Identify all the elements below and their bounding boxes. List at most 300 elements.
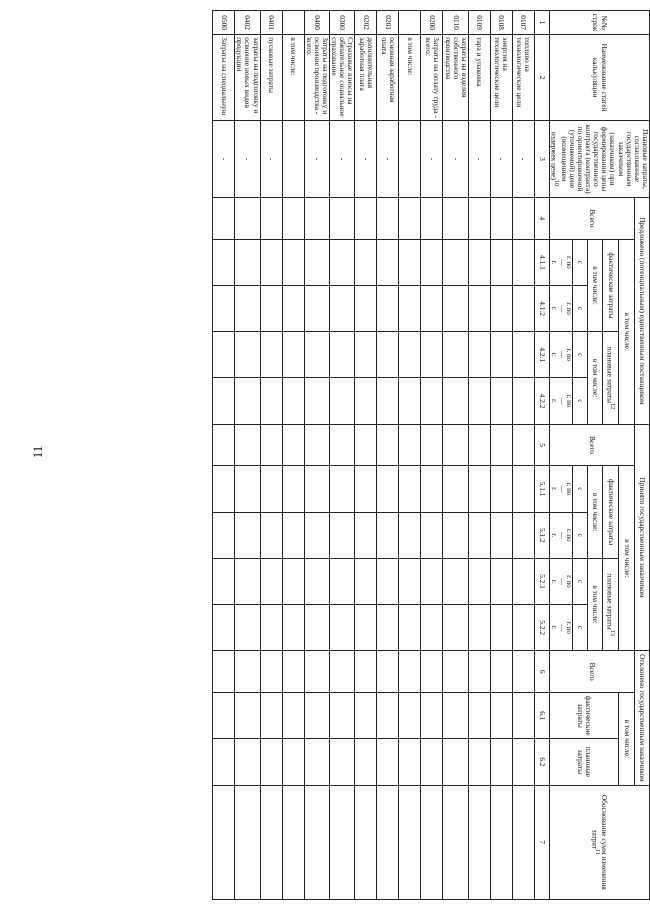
row-cell	[421, 693, 443, 739]
row-cell	[304, 605, 329, 651]
row-cell	[282, 332, 304, 378]
row-cell	[443, 605, 468, 651]
row-cell	[399, 693, 421, 739]
row-cell	[468, 739, 490, 785]
row-cell	[213, 693, 235, 739]
table-row	[421, 11, 443, 900]
row-cell	[468, 651, 490, 693]
row-cell	[421, 739, 443, 785]
table-row	[235, 11, 260, 900]
row-cell	[443, 558, 468, 604]
header-justification: Обоснование сумм изменения затрат$^{11}$	[549, 785, 649, 900]
row-cell	[512, 332, 534, 378]
row-cell	[260, 239, 282, 285]
row-cell	[443, 285, 468, 331]
row-cell	[330, 197, 355, 239]
period-range: г. по — г.	[549, 466, 572, 512]
row-cell	[512, 424, 534, 466]
row-cell	[443, 739, 468, 785]
row-name: Затраты на специальную	[213, 35, 235, 121]
period-range: г. по — г.	[549, 558, 572, 604]
column-number: 4.1.1	[534, 239, 549, 285]
row-cell	[512, 558, 534, 604]
row-cell	[490, 332, 512, 378]
period-start: с	[573, 512, 588, 558]
row-cell	[421, 785, 443, 900]
row-code: 0400	[304, 11, 329, 35]
period-range: г. по — г.	[549, 239, 572, 285]
row-cell	[399, 651, 421, 693]
header-rejected: Отклонено государственным заказчиком	[635, 651, 650, 785]
row-cell	[304, 693, 329, 739]
row-cell	[512, 651, 534, 693]
row-name: Затраты на оплату труда - всего:	[421, 35, 443, 121]
row-cell	[282, 285, 304, 331]
row-cell	[468, 239, 490, 285]
row-cell	[260, 512, 282, 558]
period-start: с	[573, 466, 588, 512]
row-cell	[421, 605, 443, 651]
row-cell	[468, 785, 490, 900]
row-cell	[443, 466, 468, 512]
header-total-6: Всего	[549, 651, 634, 693]
row-cell	[490, 197, 512, 239]
row-cell	[512, 605, 534, 651]
row-cell	[260, 693, 282, 739]
row-cell	[421, 285, 443, 331]
table-row	[282, 11, 304, 900]
table-row	[490, 11, 512, 900]
header-proposed: Предложено (потенциальным) единственным поставщиком	[635, 197, 650, 424]
row-cell	[304, 332, 329, 378]
row-cell	[330, 651, 355, 693]
row-cell	[260, 332, 282, 378]
cost-table-container	[219, 10, 650, 900]
column-number: 4.2.1	[534, 332, 549, 378]
row-cell	[213, 739, 235, 785]
page-number: 11	[30, 445, 45, 459]
row-cell	[421, 558, 443, 604]
row-cell	[468, 512, 490, 558]
row-cell	[355, 739, 377, 785]
row-cell	[443, 651, 468, 693]
row-cell	[377, 197, 399, 239]
row-cell	[235, 466, 260, 512]
row-cell	[213, 605, 235, 651]
row-cell	[490, 378, 512, 424]
row-cell	[282, 424, 304, 466]
header-including-plan-4: в том числе:	[588, 332, 603, 424]
row-code: 0201	[377, 11, 399, 35]
row-cell	[421, 424, 443, 466]
row-cell	[490, 693, 512, 739]
row-cell	[235, 197, 260, 239]
row-cell	[213, 466, 235, 512]
row-cell	[490, 651, 512, 693]
row-cell	[512, 785, 534, 900]
row-code: 0300	[330, 11, 355, 35]
row-cell	[213, 332, 235, 378]
row-name: дополнительная заработная плата	[355, 35, 377, 121]
row-cell	[377, 693, 399, 739]
row-cell	[213, 285, 235, 331]
column-number: 5.2.1	[534, 558, 549, 604]
row-cell	[330, 332, 355, 378]
row-cell	[304, 424, 329, 466]
row-cell	[235, 332, 260, 378]
table-body	[213, 11, 535, 900]
row-cell	[260, 424, 282, 466]
row-code: 0110	[443, 11, 468, 35]
row-cell	[468, 378, 490, 424]
table-row	[468, 11, 490, 900]
row-cell	[282, 785, 304, 900]
period-range: г. по — г.	[549, 378, 572, 424]
row-cell	[490, 285, 512, 331]
table-row	[377, 11, 399, 900]
row-name: тара и упаковка	[468, 35, 490, 121]
row-cell	[213, 197, 235, 239]
row-code: 0500	[213, 11, 235, 35]
row-cell	[377, 512, 399, 558]
table-row	[399, 11, 421, 900]
row-planned-value	[399, 120, 421, 197]
period-start: с	[573, 605, 588, 651]
row-code: 0402	[235, 11, 260, 35]
header-planned-costs: Плановые затраты, согласованные государственным заказчиком (заказчиком) при формировании цены государственного контракта (контракта) по ориентировочной (уточняемой) цене (возмещением издержек цене)$^{10}$	[549, 120, 649, 197]
row-cell	[355, 693, 377, 739]
column-number: 6	[534, 651, 549, 693]
table-row	[443, 11, 468, 900]
header-including-plan-5: в том числе:	[588, 558, 603, 650]
row-cell	[330, 424, 355, 466]
row-cell	[235, 785, 260, 900]
row-cell	[235, 605, 260, 651]
row-cell	[399, 785, 421, 900]
header-including-5: в том числе:	[619, 466, 635, 651]
row-cell	[468, 693, 490, 739]
row-cell	[468, 197, 490, 239]
row-cell	[377, 651, 399, 693]
row-cell	[443, 378, 468, 424]
header-including-6: в том числе:	[619, 693, 635, 785]
row-cell	[377, 424, 399, 466]
row-code: 0109	[468, 11, 490, 35]
row-name: в том числе:	[282, 35, 304, 121]
row-cell	[443, 512, 468, 558]
row-cell	[468, 466, 490, 512]
row-cell	[260, 558, 282, 604]
row-cell	[304, 239, 329, 285]
column-numbering-row	[534, 11, 549, 900]
row-cell	[355, 512, 377, 558]
row-cell	[512, 285, 534, 331]
row-planned-value: -	[260, 120, 282, 197]
header-fact-5: фактические затраты	[603, 466, 619, 558]
row-cell	[468, 424, 490, 466]
row-cell	[282, 197, 304, 239]
header-including-fact-5: в том числе:	[588, 466, 603, 558]
row-cell	[304, 466, 329, 512]
row-cell	[399, 512, 421, 558]
row-cell	[235, 651, 260, 693]
row-code: 0200	[421, 11, 443, 35]
row-cell	[421, 651, 443, 693]
row-cell	[260, 605, 282, 651]
row-cell	[330, 466, 355, 512]
row-cell	[512, 197, 534, 239]
column-number: 7	[534, 785, 549, 900]
row-cell	[235, 285, 260, 331]
period-start: с	[573, 558, 588, 604]
period-start: с	[573, 332, 588, 378]
row-cell	[490, 785, 512, 900]
header-plan-4: плановые затраты$^{12}$	[603, 332, 619, 424]
row-cell	[260, 651, 282, 693]
header-accepted: Принято государственным заказчиком	[635, 424, 650, 651]
row-cell	[443, 693, 468, 739]
row-cell	[512, 512, 534, 558]
row-name: затраты на изделия собственного производства	[443, 35, 468, 121]
column-number: 5.1.2	[534, 512, 549, 558]
row-cell	[235, 558, 260, 604]
row-planned-value	[282, 120, 304, 197]
header-plan-5: плановые затраты$^{13}$	[603, 558, 619, 650]
row-cell	[443, 332, 468, 378]
row-cell	[399, 605, 421, 651]
row-cell	[304, 739, 329, 785]
row-cell	[421, 332, 443, 378]
column-number: 3	[534, 120, 549, 197]
header-item-name: Наименование статей калькуляции	[549, 35, 649, 121]
row-cell	[421, 512, 443, 558]
row-cell	[282, 651, 304, 693]
row-name: Страховые взносы на обязательное социальное страхование	[330, 35, 355, 121]
row-cell	[282, 239, 304, 285]
row-code	[282, 11, 304, 35]
row-cell	[304, 285, 329, 331]
period-range: г. по — г.	[549, 512, 572, 558]
row-name: Затраты на подготовку и освоение производства - всего:	[304, 35, 329, 121]
row-name: в том числе:	[399, 35, 421, 121]
row-cell	[512, 739, 534, 785]
header-row-number: №№ строк	[549, 11, 649, 35]
column-number: 6.1	[534, 693, 549, 739]
row-name: основная заработная плата	[377, 35, 399, 121]
row-cell	[443, 424, 468, 466]
row-cell	[260, 197, 282, 239]
row-cell	[512, 693, 534, 739]
row-cell	[260, 285, 282, 331]
row-cell	[213, 378, 235, 424]
row-cell	[512, 378, 534, 424]
row-cell	[443, 785, 468, 900]
row-cell	[304, 651, 329, 693]
row-cell	[235, 512, 260, 558]
row-cell	[443, 197, 468, 239]
row-cell	[490, 739, 512, 785]
period-range: г. по — г.	[549, 332, 572, 378]
row-cell	[490, 239, 512, 285]
row-cell	[355, 197, 377, 239]
table-row	[355, 11, 377, 900]
row-planned-value: -	[355, 120, 377, 197]
row-cell	[377, 605, 399, 651]
row-cell	[399, 332, 421, 378]
row-planned-value: -	[235, 120, 260, 197]
row-cell	[282, 466, 304, 512]
row-cell	[355, 332, 377, 378]
header-total-5: Всего	[549, 424, 634, 466]
row-cell	[377, 466, 399, 512]
row-cell	[213, 785, 235, 900]
table-row	[304, 11, 329, 900]
row-cell	[235, 239, 260, 285]
row-code: 0401	[260, 11, 282, 35]
header-total-4: Всего	[549, 197, 634, 239]
column-number: 1	[534, 11, 549, 35]
row-cell	[421, 239, 443, 285]
row-cell	[304, 378, 329, 424]
row-planned-value: -	[468, 120, 490, 197]
row-cell	[355, 378, 377, 424]
row-cell	[377, 332, 399, 378]
header-fact-6: фактические затраты	[549, 693, 618, 739]
column-number: 4.2.2	[534, 378, 549, 424]
row-cell	[468, 332, 490, 378]
row-cell	[330, 285, 355, 331]
period-start: с	[573, 378, 588, 424]
row-planned-value: -	[443, 120, 468, 197]
row-cell	[468, 558, 490, 604]
row-cell	[490, 605, 512, 651]
table-row	[512, 11, 534, 900]
row-code: 0107	[512, 11, 534, 35]
row-cell	[399, 285, 421, 331]
row-cell	[421, 466, 443, 512]
row-cell	[330, 739, 355, 785]
header-including-fact-4: в том числе:	[588, 239, 603, 331]
row-cell	[260, 378, 282, 424]
row-cell	[399, 197, 421, 239]
row-cell	[235, 693, 260, 739]
row-cell	[304, 785, 329, 900]
row-name: топливо на технологические цели	[512, 35, 534, 121]
table-row	[330, 11, 355, 900]
row-cell	[282, 512, 304, 558]
row-cell	[213, 424, 235, 466]
period-start: с	[573, 285, 588, 331]
row-planned-value: -	[512, 120, 534, 197]
row-cell	[282, 558, 304, 604]
row-cell	[282, 605, 304, 651]
row-cell	[330, 605, 355, 651]
row-cell	[355, 285, 377, 331]
row-cell	[235, 378, 260, 424]
row-cell	[512, 466, 534, 512]
column-number: 5.1.1	[534, 466, 549, 512]
row-cell	[330, 558, 355, 604]
row-code	[399, 11, 421, 35]
row-cell	[260, 785, 282, 900]
row-cell	[399, 558, 421, 604]
cost-calculation-table	[212, 10, 650, 900]
row-cell	[490, 466, 512, 512]
row-name: энергия на технологические цели	[490, 35, 512, 121]
row-cell	[330, 378, 355, 424]
row-cell	[304, 558, 329, 604]
row-code: 0108	[490, 11, 512, 35]
row-cell	[260, 466, 282, 512]
row-cell	[330, 785, 355, 900]
column-number: 6.2	[534, 739, 549, 785]
row-cell	[490, 512, 512, 558]
row-cell	[304, 512, 329, 558]
row-cell	[282, 739, 304, 785]
row-cell	[512, 239, 534, 285]
row-cell	[468, 285, 490, 331]
row-cell	[355, 785, 377, 900]
row-planned-value: -	[330, 120, 355, 197]
row-cell	[421, 197, 443, 239]
row-cell	[377, 785, 399, 900]
row-planned-value: -	[490, 120, 512, 197]
row-cell	[213, 239, 235, 285]
row-cell	[399, 739, 421, 785]
row-planned-value: -	[377, 120, 399, 197]
row-cell	[235, 739, 260, 785]
row-cell	[399, 466, 421, 512]
row-cell	[399, 424, 421, 466]
column-number: 4	[534, 197, 549, 239]
row-cell	[213, 651, 235, 693]
row-cell	[260, 739, 282, 785]
row-cell	[355, 558, 377, 604]
row-cell	[235, 424, 260, 466]
header-fact-4: фактические затраты	[603, 239, 619, 331]
column-number: 5.2.2	[534, 605, 549, 651]
row-cell	[330, 693, 355, 739]
row-planned-value: -	[304, 120, 329, 197]
row-cell	[377, 239, 399, 285]
row-cell	[282, 378, 304, 424]
row-cell	[213, 558, 235, 604]
row-code: 0202	[355, 11, 377, 35]
row-name: затраты на подготовку и освоение новых видов продукции	[235, 35, 260, 121]
table-row	[213, 11, 235, 900]
row-cell	[377, 558, 399, 604]
row-cell	[377, 285, 399, 331]
row-cell	[490, 424, 512, 466]
column-number: 4.1.2	[534, 285, 549, 331]
row-cell	[355, 651, 377, 693]
row-cell	[330, 512, 355, 558]
period-start: с	[573, 239, 588, 285]
row-cell	[490, 558, 512, 604]
row-planned-value: -	[421, 120, 443, 197]
row-cell	[330, 239, 355, 285]
column-number: 2	[534, 35, 549, 121]
period-range: г. по — г.	[549, 285, 572, 331]
table-row	[260, 11, 282, 900]
row-cell	[377, 378, 399, 424]
row-cell	[355, 239, 377, 285]
column-number: 5	[534, 424, 549, 466]
period-range: г. по — г.	[549, 605, 572, 651]
row-cell	[355, 605, 377, 651]
row-cell	[468, 605, 490, 651]
row-cell	[304, 197, 329, 239]
